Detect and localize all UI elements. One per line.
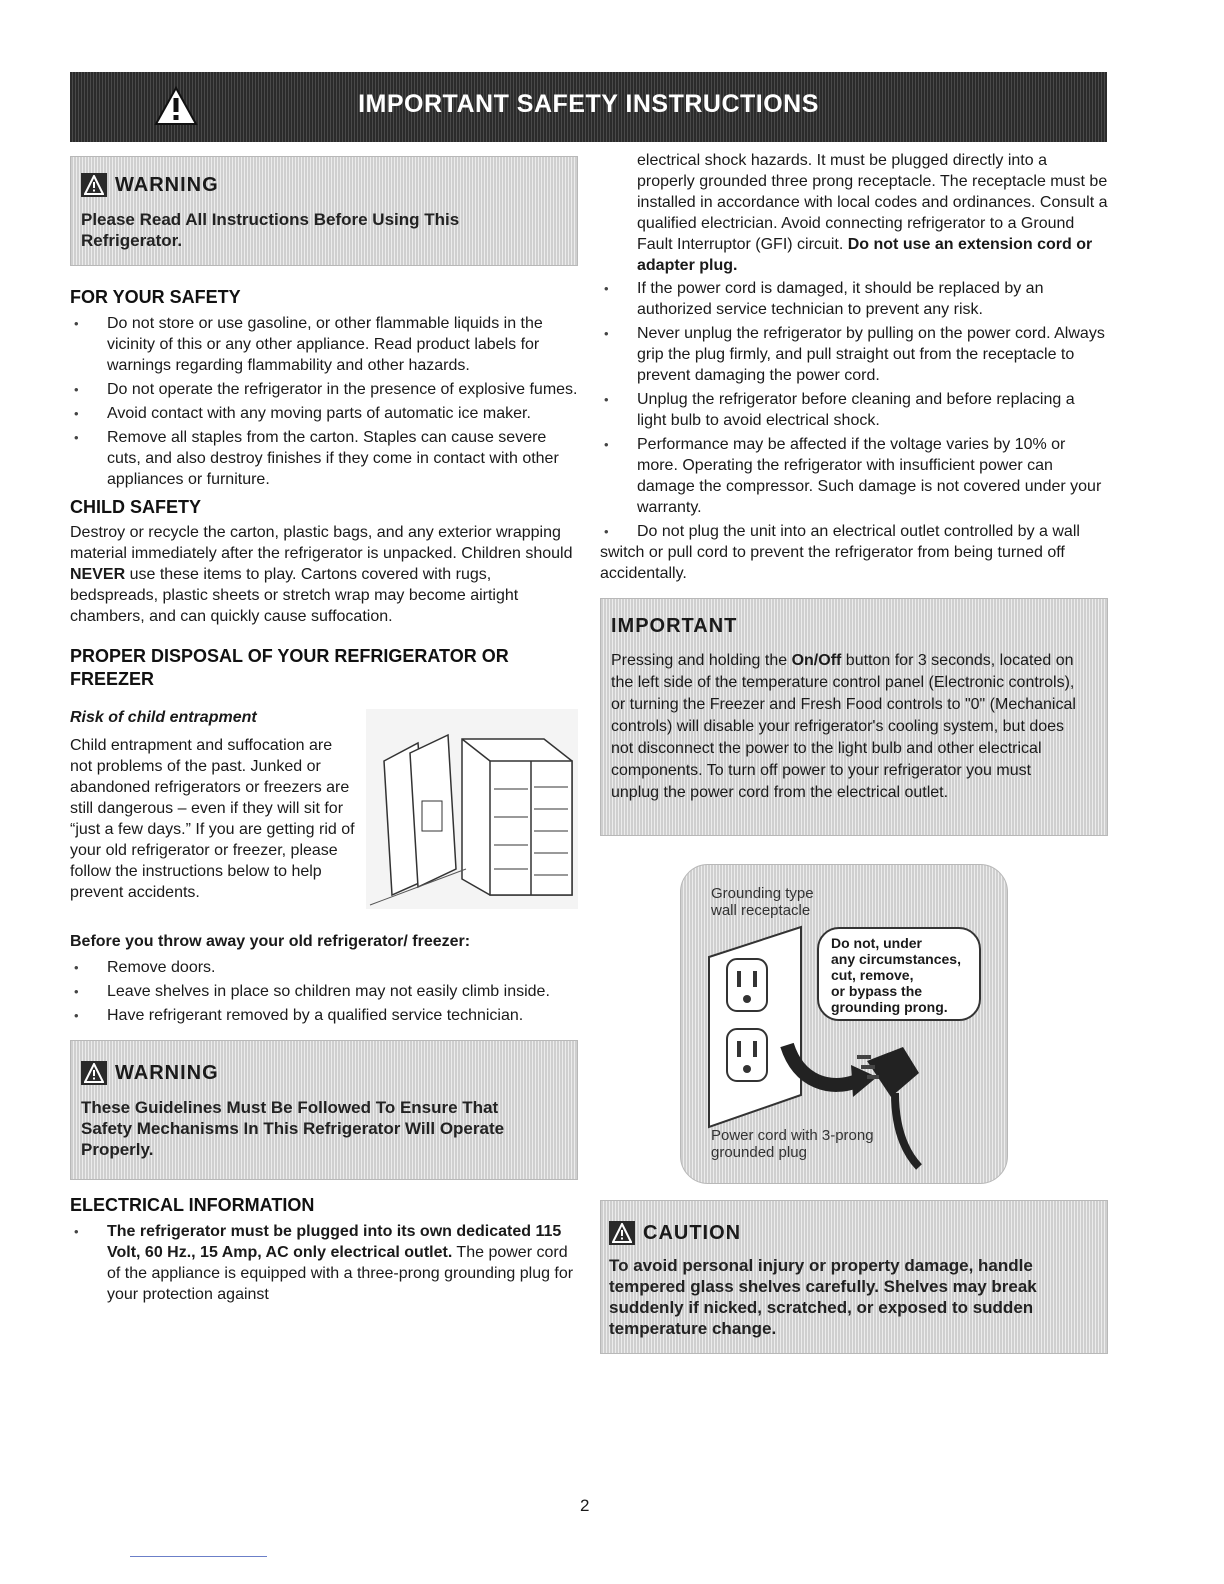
important-box [600,598,1108,836]
your-safety-list [70,313,580,490]
header-banner [70,72,1107,142]
refrigerator-illustration [366,709,578,909]
list-item: • Leave shelves in place so children may not easily climb inside. [70,981,580,1002]
right-column [600,150,1108,836]
caution-text: To avoid personal injury or property damage, handle tempered glass shelves carefully. Shelves may break suddenly if nicked, scratched, or exposed to sudden temperature change. [609,1256,1037,1338]
warning-label: WARNING [115,1061,219,1084]
caution-box [600,1200,1108,1354]
bubble-line: or bypass the [831,983,923,999]
bubble-line: cut, remove, [831,967,914,983]
list-item: • If the power cord is damaged, it should be replaced by an authorized service technician to prevent any risk. [600,278,1108,320]
important-text: Pressing and holding the On/Off button for 3 seconds, located on the left side of the temperature control panel (Electronic controls), or turning the Freezer and Fresh Food controls to "0" (Mechanical controls) will disable your refrigerator's cooling system, but does not disconnect the power to the light bulb and other electrical components. To turn off power to your refrigerator you must unplug the power cord from the electrical outlet. [611,652,1076,801]
list-item: • Have refrigerant removed by a qualified service technician. [70,1005,580,1026]
child-safety-text: Destroy or recycle the carton, plastic bags, and any exterior wrapping material immediately after the refrigerator is unpacked. Children should NEVER use these items to play. Cartons covered with rugs, bedspreads, plastic sheets or stretch wrap may become airtight chambers, and can quickly cause suffocation. [70,524,573,625]
left-column [70,150,580,1308]
list-item: • Do not store or use gasoline, or other flammable liquids in the vicinity of this or any other appliance. Read product labels for warnings regarding flammability and other hazards. [70,313,580,376]
warning-bubble [817,927,981,1021]
list-item: • Never unplug the refrigerator by pulling on the power cord. Always grip the plug firmly, and pull straight out from the receptacle to prevent damaging the power cord. [600,323,1108,386]
electrical-last-item: • Do not plug the unit into an electrical outlet controlled by a wall switch or pull cord to prevent the refrigerator from being turned off accidentally. [600,523,1080,582]
child-safety-heading: CHILD SAFETY [70,497,202,517]
list-item: • Unplug the refrigerator before cleaning and before replacing a light bulb to avoid electrical shock. [600,389,1108,431]
caution-heading [609,1221,1097,1245]
warning-box [70,1040,578,1180]
list-item: • Remove all staples from the carton. Staples can cause severe cuts, and also destroy finishes if they come in contact with other appliances or furniture. [70,427,580,490]
list-item: • Do not operate the refrigerator in the presence of explosive fumes. [70,379,580,400]
outlet-diagram [680,864,1008,1184]
disposal-heading: PROPER DISPOSAL OF YOUR REFRIGERATOR OR FREEZER [70,646,509,689]
warning-heading [81,1061,577,1085]
warning-box [70,156,578,266]
list-item: • Performance may be affected if the voltage varies by 10% or more. Operating the refrigerator with insufficient power can damage the compressor. Such damage is not covered under your warranty. [600,434,1108,518]
footer-rule [130,1556,267,1557]
bubble-line: Do not, under [831,935,922,951]
before-heading: Before you throw away your old refrigerator/ freezer: [70,933,471,950]
warning-icon [81,1061,107,1085]
warning-icon [81,173,107,197]
bubble-line: grounding prong. [831,999,948,1015]
entrapment-text: Child entrapment and suffocation are not problems of the past. Junked or abandoned refrigerators or freezers are still dangerous – even if they will sit for “just a few days.” If you are getting rid of your old refrigerator or freezer, please follow the instructions below to help prevent accidents. [70,737,355,901]
entrapment-section [70,709,580,927]
electrical-list-start [70,1221,580,1305]
electrical-continued: electrical shock hazards. It must be plugged directly into a properly grounded three prong receptacle. The receptacle must be installed in accordance with local codes and ordinances. Consult a qualified electrician. Avoid connecting refrigerator to a Ground Fault Interruptor (GFI) circuit. Do not use an extension cord or adapter plug. [637,152,1108,274]
warning-text: These Guidelines Must Be Followed To Ensure That Safety Mechanisms In This Refrigerator Will Operate Properly. [81,1098,505,1159]
cord-label: Power cord with 3-prong grounded plug [711,1127,874,1161]
list-item: • The refrigerator must be plugged into its own dedicated 115 Volt, 60 Hz., 15 Amp, AC only electrical outlet. The power cord of the appliance is equipped with a three-prong grounding plug for your protection against [70,1221,580,1305]
list-item: • Avoid contact with any moving parts of automatic ice maker. [70,403,580,424]
warning-text: Please Read All Instructions Before Using This Refrigerator. [81,210,460,250]
disposal-list [70,957,580,1026]
caution-label: CAUTION [643,1221,742,1244]
bubble-line: any circumstances, [831,951,961,967]
page-number: 2 [580,1496,590,1515]
your-safety-heading: FOR YOUR SAFETY [70,287,241,307]
warning-label: WARNING [115,173,219,196]
caution-icon [609,1221,635,1245]
electrical-list [600,278,1108,518]
electrical-heading: ELECTRICAL INFORMATION [70,1195,315,1215]
list-item: • Remove doors. [70,957,580,978]
important-label: IMPORTANT [611,615,738,637]
page-title: IMPORTANT SAFETY INSTRUCTIONS [358,90,819,118]
entrapment-subheading: Risk of child entrapment [70,709,257,726]
warning-heading [81,173,577,197]
receptacle-label: Grounding type wall receptacle [711,885,814,919]
